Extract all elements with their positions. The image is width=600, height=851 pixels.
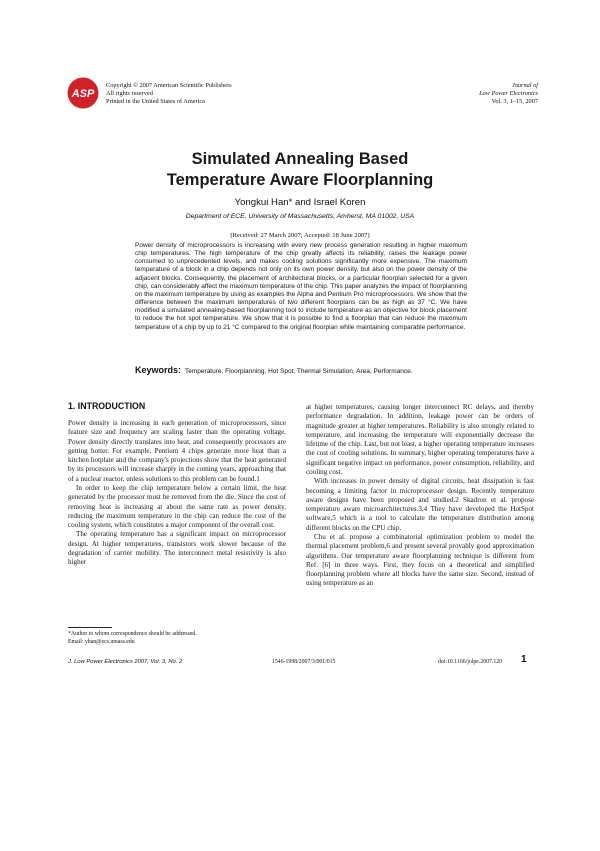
- footer-issn: 1546-1998/2007/3/001/015: [272, 659, 336, 665]
- logo-text: ASP: [71, 88, 95, 100]
- title-line-2: Temperature Aware Floorplanning: [166, 171, 434, 189]
- keywords: [135, 366, 467, 376]
- authors: Yongkui Han* and Israel Koren: [234, 197, 366, 208]
- paragraph: Power density is increasing in each generation of microprocessors, since feature size and frequency are scaling faster than the operating voltage. Power density directly translates into heat, and consequently processors are getting hotter. For example, Pentium 4 chips generate more heat than a kitchen hotplate and the company's projections show that the heat generated by its processors will increase sharply in the coming years, approaching that of a nuclear reactor, unless solutions to this problem can be found.1: [68, 419, 286, 483]
- keywords-list: Temperature, Floorplanning, Hot Spot, Thermal Simulation, Area, Performance.: [185, 368, 413, 375]
- footnote-author: *Author to whom correspondence should be addressed.: [68, 631, 197, 637]
- footer-doi: doi:10.1166/jolpe.2007.120: [438, 659, 503, 665]
- page-number: 1: [521, 654, 527, 665]
- printed-line: Printed in the United States of America: [106, 98, 205, 105]
- title-line-1: Simulated Annealing Based: [191, 150, 409, 168]
- footnote-divider: [68, 627, 112, 628]
- paper-title: [0, 149, 600, 191]
- publisher-info: [106, 82, 232, 106]
- right-column: [306, 403, 534, 589]
- rights-line: All rights reserved: [106, 90, 153, 97]
- publisher-logo: [66, 76, 102, 110]
- paragraph: at higher temperatures, causing longer interconnect RC delays, and thereby performance degradation. In addition, leakage power can be orders of magnitude greater at higher temperatures. Reliability is also strongly related to temperature, and increasing the temperature will exponentially decrease the lifetime of the chip. Last, but not least, a higher operating temperature increases the cost of cooling solutions. In summary, higher operating temperatures have a significant negative impact on performance, power consumption, reliability, and cooling cost.: [306, 403, 534, 476]
- keywords-label: Keywords:: [135, 365, 182, 375]
- footnote-email: Email: yhan@ecs.umass.edu: [68, 638, 135, 645]
- journal-of: Journal of: [511, 82, 538, 89]
- affiliation: Department of ECE, University of Massachusetts, Amherst, MA 01002, USA: [185, 213, 415, 220]
- asp-logo-icon: [66, 76, 102, 110]
- journal-info: [479, 82, 538, 106]
- copyright-line: Copyright © 2007 American Scientific Publishers: [106, 82, 232, 89]
- section-heading: 1. INTRODUCTION: [68, 401, 146, 411]
- paragraph: Chu et al. propose a combinatorial optimization problem to model the thermal placement problem,6 and present several provably good approximation algorithms. Our temperature aware floorplanning technique is different from Ref. [6] in three ways. First, they focus on a theoretical and simplified floorplanning problem where all blocks have the same size. Second, instead of using temperature as an: [306, 532, 534, 588]
- journal-name: Low Power Electronics: [479, 90, 538, 97]
- paragraph: With increases in power density of digital circuits, heat dissipation is fast becoming a limiting factor in microprocessor design. Recently temperature aware designs have been proposed and studied.2 Skadron et al. propose temperature aware microarchitectures.3,4 They have developed the HotSpot software,5 which is a tool to calculate the temperature distribution among different blocks on the CPU chip.: [306, 477, 534, 532]
- received-dates: (Received: 27 March 2007; Accepted: 18 June 2007): [230, 232, 370, 239]
- paragraph: The operating temperature has a significant impact on microprocessor design. At higher temperatures, transistors work slower because of the degradation of carrier mobility. The interconnect metal resistivity is also higher: [68, 530, 286, 567]
- footnote: [68, 631, 286, 646]
- journal-volume: Vol. 3, 1–15, 2007: [491, 98, 538, 105]
- left-column: [68, 419, 286, 568]
- footer-journal: J. Low Power Electronics 2007, Vol. 3, No. 2: [68, 659, 183, 665]
- paragraph: In order to keep the chip temperature below a certain limit, the heat generated by the processor must be removed from the die. Since the cost of removing heat is increasing at about the same rate as power density, reducing the maximum temperature in the chip can reduce the cost of the cooling system, which constitutes a major component of the overall cost.: [68, 483, 286, 530]
- abstract: Power density of microprocessors is increasing with every new process generation resulting in higher maximum chip temperatures. The high temperature of the chip greatly affects its reliability, raises the leakage power consumed to unprecedented levels, and makes cooling solutions significantly more expensive. The maximum temperature of a block in a chip depends not only on its own power density, but also on the power density of the adjacent blocks. Consequently, the placement of architectural blocks, or a particular floorplan selected for a given chip, can considerably affect the maximum temperature of the chip. This paper analyzes the impact of floorplanning on the maximum temperature by using as examples the Alpha and Pentium Pro microprocessors. We show that the difference between the maximum temperatures of two different floorplans can be as high as 37 °C. We have modified a simulated annealing-based floorplanning tool to include temperature as an objective for block placement to reduce the hot spot temperature. We show that it is possible to find a floorplan that can reduce the maximum temperature of a chip by up to 21 °C compared to the original floorplan while maintaining comparable performance.: [135, 242, 467, 331]
